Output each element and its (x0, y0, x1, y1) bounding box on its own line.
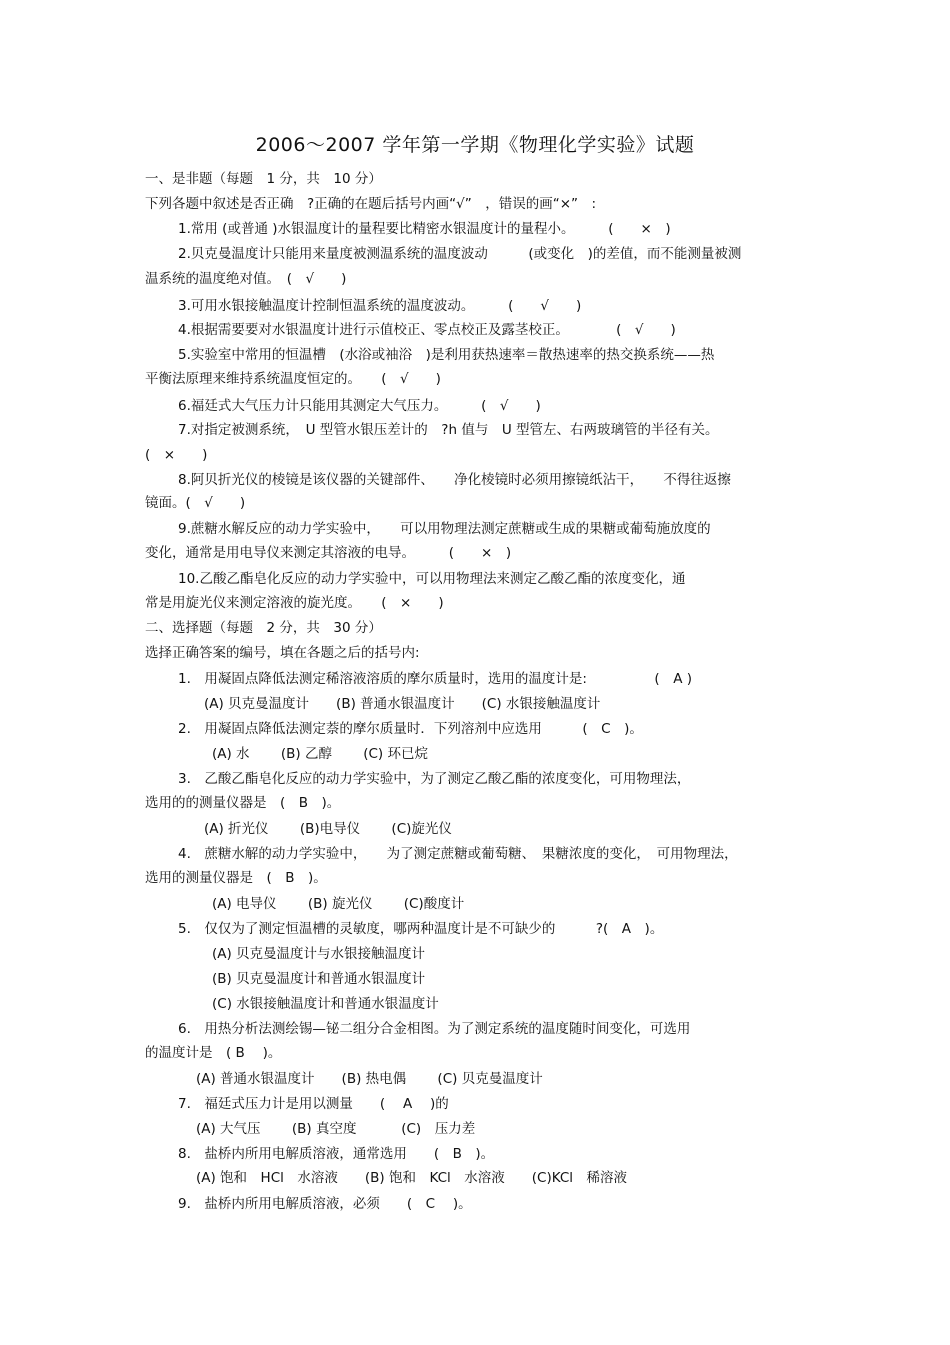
s2-q2-options: (A) 水 (B) 乙醇 (C) 环已烷 (212, 746, 428, 762)
s1-q9-line2: 变化，通常是用电导仪来测定其溶液的电导。 ( × ) (145, 545, 512, 561)
s2-q8-options: (A) 饱和 HCl 水溶液 (B) 饱和 KCl 水溶液 (C)KCl 稀溶液 (196, 1170, 628, 1186)
s2-q6-options: (A) 普通水银温度计 (B) 热电偶 (C) 贝克曼温度计 (196, 1071, 543, 1087)
s1-q7-line2: ( × ) (145, 447, 208, 463)
s2-q4-options: (A) 电导仪 (B) 旋光仪 (C)酸度计 (212, 896, 465, 912)
s1-q6: 6.福廷式大气压力计只能用其测定大气压力。 ( √ ) (178, 398, 541, 414)
s1-q7-line1: 7.对指定被测系统， U 型管水银压差计的 ?h 值与 U 型管左、右两玻璃管的半径有关。 (178, 422, 719, 438)
s1-q2-line2: 温系统的温度绝对值。 ( √ ) (145, 271, 347, 287)
section1-instruction: 下列各题中叙述是否正确 ?正确的在题后括号内画“√” ，错误的画“×” : (145, 196, 597, 212)
s1-q8-line2: 镜面。( √ ) (145, 495, 246, 511)
section2-heading: 二、选择题（每题 2 分，共 30 分） (145, 620, 382, 636)
s1-q2-line1: 2.贝克曼温度计只能用来量度被测温系统的温度波动 (或变化 )的差值，而不能测量被测 (178, 246, 742, 262)
page-title: 2006～2007 学年第一学期《物理化学实验》试题 (255, 134, 695, 156)
s2-q6-line2: 的温度计是 ( B )。 (145, 1045, 282, 1061)
section1-heading: 一、是非题（每题 1 分，共 10 分） (145, 171, 382, 187)
s1-q1: 1.常用 (或普通 )水银温度计的量程要比精密水银温度计的量程小。 ( × ) (178, 221, 671, 237)
s2-q8: 8. 盐桥内所用电解质溶液，通常选用 ( B )。 (178, 1146, 495, 1162)
s2-q3-line1: 3. 乙酸乙酯皂化反应的动力学实验中，为了测定乙酸乙酯的浓度变化，可用物理法， (178, 771, 691, 787)
s1-q8-line1: 8.阿贝折光仪的棱镜是该仪器的关键部件、 净化棱镜时必须用擦镜纸沾干， 不得往返擦 (178, 472, 731, 488)
s1-q9-line1: 9.蔗糖水解反应的动力学实验中， 可以用物理法测定蔗糖或生成的果糖或葡萄施放度的 (178, 521, 711, 537)
s2-q3-options: (A) 折光仪 (B)电导仪 (C)旋光仪 (204, 821, 452, 837)
s2-q7: 7. 福廷式压力计是用以测量 ( A )的 (178, 1096, 449, 1112)
s1-q3: 3.可用水银接触温度计控制恒温系统的温度波动。 ( √ ) (178, 298, 582, 314)
s2-q9: 9. 盐桥内所用电解质溶液，必须 ( C )。 (178, 1196, 472, 1212)
s2-q1: 1. 用凝固点降低法测定稀溶液溶质的摩尔质量时，选用的温度计是: ( A ) (178, 671, 692, 687)
s2-q6-line1: 6. 用热分析法测绘锡—铋二组分合金相图。为了测定系统的温度随时间变化，可选用 (178, 1021, 691, 1037)
s2-q4-line1: 4. 蔗糖水解的动力学实验中， 为了测定蔗糖或葡萄糖、 果糖浓度的变化， 可用物理法， (178, 846, 738, 862)
s2-q4-line2: 选用的测量仪器是 ( B )。 (145, 870, 327, 886)
s2-q7-options: (A) 大气压 (B) 真空度 (C) 压力差 (196, 1121, 476, 1137)
s1-q5-line1: 5.实验室中常用的恒温槽 (水浴或袖浴 )是利用获热速率＝散热速率的热交换系统——热 (178, 347, 715, 363)
s1-q5-line2: 平衡法原理来维持系统温度恒定的。 ( √ ) (145, 371, 441, 387)
s1-q10-line1: 10.乙酸乙酯皂化反应的动力学实验中，可以用物理法来测定乙酸乙酯的浓度变化，通 (178, 571, 686, 587)
s2-q5-option-b: (B) 贝克曼温度计和普通水银温度计 (212, 971, 426, 987)
s1-q4: 4.根据需要要对水银温度计进行示值校正、零点校正及露茎校正。 ( √ ) (178, 322, 676, 338)
section2-instruction: 选择正确答案的编号，填在各题之后的括号内: (145, 645, 420, 661)
s2-q5-option-a: (A) 贝克曼温度计与水银接触温度计 (212, 946, 426, 962)
s2-q1-options: (A) 贝克曼温度计 (B) 普通水银温度计 (C) 水银接触温度计 (204, 696, 601, 712)
s1-q10-line2: 常是用旋光仪来测定溶液的旋光度。 ( × ) (145, 595, 444, 611)
s2-q3-line2: 选用的的测量仪器是 ( B )。 (145, 795, 341, 811)
s2-q2: 2. 用凝固点降低法测定萘的摩尔质量时．下列溶剂中应选用 ( C )。 (178, 721, 643, 737)
s2-q5-option-c: (C) 水银接触温度计和普通水银温度计 (212, 996, 439, 1012)
s2-q5: 5. 仅仅为了测定恒温槽的灵敏度，哪两种温度计是不可缺少的 ?( A )。 (178, 921, 664, 937)
